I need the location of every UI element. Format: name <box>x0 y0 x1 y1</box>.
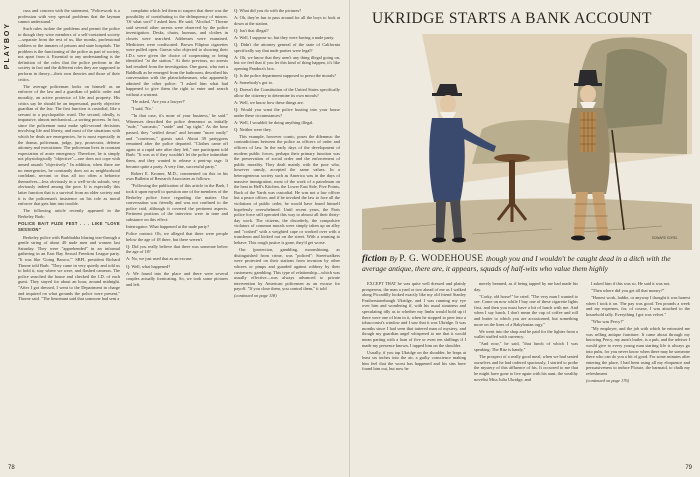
paragraph: The average policeman looks on himself as an enforcer of the law and a guardian of public order and morality, an active protector of life and property. His critics say he should be an impersonal, purely objective guardian of the law. The first function is custodial, like a servant to a psychopathic ward. The second, ideally, is impassive, almost mechanical—a sorting process. In fact, since the policeman must make split-second decisions involving life and liberty, and most of the situations with which he deals are emergencies, he is most especially in the drama, policeman, judge, jury, prosecutor, defense attorney and executioner. The policeman lives in constant expectation of acute emergency. Therefore, he is simply not physiologically "objective"—one does not cope with armed assault "objectively." In addition, when there are no emergencies, he constantly does act as neighborhood confidant, servant or thus all too often a behavior themselves—less obviously in a well-to-do suburb, very obviously indeed among the poor. It is especially this latter function that is a survival from an older society and it is the policeman's insistence on his role as moral enforcer that gets him into trouble. <box>18 83 120 207</box>
continued-note: (continued on page 118) <box>234 293 277 299</box>
page-number: 79 <box>685 465 692 471</box>
paragraph: "Corky, old horse!" he cried. "The very man I wanted to see. Come on now while I buy one of these cigarette lights first, and then you must have a bit of lunch with me. And when I say lunch, I don't mean the cup of coffee and roll and butter to which you are accustomed, but something more on the lines of a Babylonian orgy." <box>474 293 578 327</box>
interview-line: Q: Didn't the attorney general of the state of California specifically say that nude parties were legal? <box>234 41 340 53</box>
interview-line: A: Oh, we know that they aren't any thing illegal going on, but we feel that if you let this kind of thing happen, it's like opening Pandora's box. <box>234 54 340 71</box>
table-stem <box>509 160 515 204</box>
paragraph: "'In that case, it's none of your business,' he said." Witnesses described the police demeanor as initially "rude," "sarcastic," "snide" and "up tight." As the hour passed, they "settled down" and became "more easily" and "courteous," guests said. About 39 partygoers remained after the police departed. "Clothes came off again at a rapid rate after they left," one participant told Barb. "It was as if they wouldn't let the police intimidate them, and they wanted to release a pent-up rage. It became quite a party. A very fine, successful party." <box>126 113 228 169</box>
interview-line: Q: Would you want the police busting into your house under these circumstances? <box>234 106 340 118</box>
paragraph: The following article recently appeared in the Berkeley Barb: <box>18 208 120 219</box>
top-hat <box>578 70 598 84</box>
paragraph: Usually, if you tap Ukridge on the shoulder, he leaps at least six inches into the air, a guilty conscience making him feel that the worst has happened and his sins have found him out, but now he <box>362 349 466 372</box>
right-column-2 <box>474 281 578 466</box>
paragraph: "He asked, 'Are you a lawyer?' <box>131 99 186 104</box>
paragraph: EXCEPT THAT he was quite well dressed and plainly prosperous, the man a yard or two ahead of me as I walked along Piccadilly looked exactly like my old friend Stanley Featherstonehaugh Ukridge, and I was running my eye over him and wondering if, with his usual stoutness and speculating idly as to whether my limbs would hold up if there were one of him in it, when he stopped to peer into a tobacconist's window and I saw that it was Ukridge. It was months since I had seen that tattered man of mystery, and though my guardian angel whispered to me that it would mean parting with a loan of five or even ten shillings if I made my presence known, I tapped him on the shoulder. <box>362 281 466 348</box>
page-number: 78 <box>8 465 15 471</box>
paragraph: "My employer, and the job with which he entrusted me was selling antique furniture. It came about through my knowing Percy, my aunt's butler, is a pub, and the adviser I would give to every young man starting life is always go into pubs, for you never know when there may be someone there who can do you a bit of good. For some minutes after entering the place, I had been using all my eloquence and persuasiveness to induce Flossie, the barmaid, to chalk my refreshment <box>586 326 690 376</box>
interview-line: Q: What did you do with the pictures? <box>234 8 302 13</box>
paragraph: cuss and concern with the statement, "Policework is a profession with very special problems that the layman cannot understand." <box>18 8 120 25</box>
story-headline: UKRIDGE STARTS A BANK ACCOUNT <box>372 10 652 27</box>
byline <box>362 254 692 273</box>
illustrator-signature: EDWARD SOREL <box>652 236 678 240</box>
author-name: P. G. WODEHOUSE <box>399 254 486 264</box>
paragraph: Our (protection, gambling, moonshining, as distinguished from crime, was "policed": Streetwalkers were protected on their stations from invasion by other whores or pimps and guarded against robbery by their customers; gambling. This type of relationship—which was usually effective—was always advanced to private intervention by American policemen as an excuse for payoff. "If you close them, you control them," it told <box>234 247 340 292</box>
paragraph: Berkeley police with Burbhukha blazing tear-through a gentle string of about 40 nude men and women last Saturday. They were "apprehended" in an informal gathering in an East Bay Sexual Freedom League party. "It was like 'Going Baroco,'" SBFL president Richard Thorne told Barb. "They came in very quietly and told us to hold it, stay where we were, and flashed cameras. The police searched the house and checked the I.D. of each guest. They stayed for about an hour, around midnight. "After I got dressed, I went to the Department in charge and inquired on what grounds the police were present," Thorne said. "The lieutenant said that someone had sent a <box>18 234 120 302</box>
paragraph: "Following the publication of this article in the Barb, I took it upon myself to question one of the members of the Berkeley police force regarding the matter. Our conversation was friendly and was not confined to the police raid, although it covered the pertinent aspects. Pertinent portions of the interview were in tone and substance on this effect: <box>126 183 228 222</box>
interview-line: A: We found into the place and there were several couples actually fornicating. So, we took some pictures and left. <box>126 270 228 287</box>
interview-line: A: No, we just used that as an excuse. <box>126 256 193 262</box>
shoe <box>452 238 466 243</box>
paragraph: Such rules isolate the problems and permit the police to though they were members of a self-contained society—separate from the rest of us, like monks, professional soldiers or the inmates of prisons and state hospitals. The problem is the functioning of the police as part of society, not apart from it. Essential to any understanding is the definition of the roles that the police perform in the society in fact and the different roles they are supposed to perform in theory—their own theories and those of their critics. <box>18 26 120 82</box>
paragraph: "Then where did you get all that money?" <box>591 288 665 294</box>
interview-line: A: Well, we know how these things are. <box>234 99 304 105</box>
ground <box>362 199 692 250</box>
interview-line: Q: Is the police department supposed to prescribe morals? <box>234 72 336 78</box>
interview-line: A: Oh, they're fun to pass around for all the boys to look at down at the station. <box>234 15 340 26</box>
paragraph: The prospect of a really good meal, when we had seated ourselves and he had ordered spaciously, I started to probe the mystery of this affluence of his. It occurred to me that he might have gone to live again with his aunt, the wealthy novelist Miss Julia Ukridge, and <box>474 354 578 382</box>
right-column-1 <box>362 281 466 466</box>
interview-line: Q: Neither were they. <box>234 126 272 132</box>
paragraph: "Honest work, laddie, or anyway I thought it was honest when I took it on. The pay was good. Ten pounds a week and my expenses, for, of course, I was attached to the household tally. Everything I got was velvet." <box>586 295 690 317</box>
paragraph: Robert E. Kromer, M.D., commented on this in his own Bulletin of Research Associates as follows: <box>126 170 228 182</box>
tagline: though you and I wouldn't be caught dead in a ditch with the average antique, there are, it appears, squads of half-wits who value them highly <box>362 254 671 274</box>
shoe <box>432 238 446 243</box>
head <box>440 95 456 113</box>
byline-by: By <box>389 254 400 263</box>
paragraph: I asked him if this was so. He said it was not. <box>591 281 671 286</box>
shoe <box>571 236 585 241</box>
interview-line: A: Well, I suppose so, but they were having a nude party. <box>234 34 335 40</box>
paragraph: "Who was Percy?" <box>591 319 625 325</box>
fiction-label: fiction <box>362 254 390 264</box>
paragraph: "And now," he said, "that lunch of which I was speaking. The Ritz is handy." <box>474 341 578 353</box>
shoe <box>597 236 611 241</box>
continued-note: (continued on page 176) <box>586 378 630 383</box>
paragraph: complaint which led them to suspect that there was the possibility of contributing to the delinquency of minors. 'Of what sort?' I asked him. He said, 'Alcohol.'" Thorne said several other arrests were observed by the police investigation. Desks, chairs, bureaus, and clothes in closets were searched. Addresses were examined. Medicines were confiscated. Brown Filipino cigarettes were pulled open. Guests who objected to showing their I.D.s were given the choice of cooperating or being identified "at the station." At their previous, no arrests had resulted from the investigation. One guest, who met a Baldhulk as he emerged from the bathroom, described his conversation with the plainclothesman, who apparently admired the other police: "I asked him what had happened to give them the right to enter and search without a warrant. <box>126 8 228 97</box>
interview-line: Interrogator: What happened at the nude party? <box>126 223 210 229</box>
left-column-1 <box>18 8 120 464</box>
interview-line: Police contact: Oh, we alleged that there were people below the age of 18 there, but there weren't. <box>126 231 228 242</box>
right-page <box>350 0 700 477</box>
interview-line: A: Somebody's got to. <box>234 80 274 86</box>
illustration <box>362 34 692 250</box>
left-column-3 <box>234 8 340 464</box>
interview-line: Q: Isn't that illegal? <box>234 27 269 33</box>
running-head: PLAYBOY <box>4 22 11 70</box>
paragraph: This example, however comic, poses the dilemma: the contradictions between the police as officers of order and officers of law. In the early days of the development of modern public forces, perhaps their primary function was the preservation of social order and the enforcement of public morality. They dealt mainly with the poor who, however unruly, accepted the same values. In a heterogeneous society such as America was in the days of massive immigration, most of the work of a patrolman on the beat in Hell's Kitchen, the Lower East Side, Five Points, Back of the Yards was custodial. He was not a law officer but a peace officer, and if he invoked the law to face all the violations of public order, he would have found himself hopelessly overwhelmed. Until recent years, the Paris police force still operated this way to almost all their thirty-day work. The citizens, the disorderly, the compulsive violators of common morals were simply taken up an alley and "coshed" with a weighted cape or worked over with a truncheon and kicked out on the street. With a warning to behave. This rough justice is gone, they'd get worse. <box>234 133 340 246</box>
left-column-2 <box>126 8 228 464</box>
interview-line: Q: Doesn't the Constitution of the United States specifically allow the citizenry to determine its own morals? <box>234 87 340 98</box>
interview-line: A: Well, I wouldn't be doing anything illegal. <box>234 119 314 125</box>
right-column-3 <box>586 281 690 466</box>
interview-line: Q: Did you really believe that there was someone below the age of 18? <box>126 243 228 255</box>
paragraph: We went into the shop and he paid for the lighter from a wallet stuffed with currency. <box>474 328 578 340</box>
interview-line: Q: Well, what happened? <box>126 263 171 269</box>
paragraph: merely beamed, as if being tapped by me had made his day. <box>474 281 578 292</box>
paragraph: "I said, 'No.' <box>131 106 153 112</box>
head <box>580 85 596 103</box>
article-subhead: POLICE BAIT FUZE FEST . . . LIKE "LOVE SESSION" <box>18 221 120 233</box>
tree-foliage-dark <box>602 49 667 129</box>
